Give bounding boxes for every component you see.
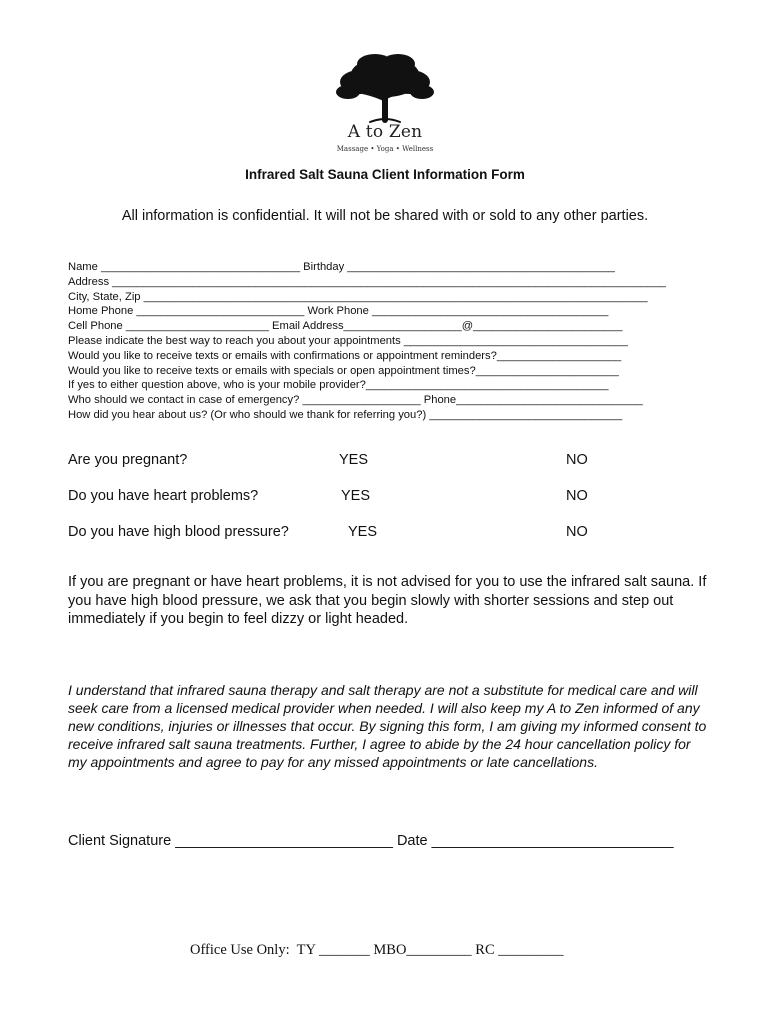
yes-option[interactable]: YES: [348, 524, 378, 540]
reminders-field[interactable]: Would you like to receive texts or emails with confirmations or appointment reminders?____________________: [68, 349, 622, 362]
emergency-contact-field[interactable]: Who should we contact in case of emergency? ___________________ Phone______________________________: [68, 394, 643, 407]
mobile-provider-field[interactable]: If yes to either question above, who is your mobile provider?_______________________________________: [68, 379, 609, 392]
confidential-note: All information is confidential. It will not be shared with or sold to any other parties.: [121, 208, 649, 224]
question-label: Do you have high blood pressure?: [68, 524, 289, 540]
contact-preference-field[interactable]: Please indicate the best way to reach you about your appointments ____________________________________: [68, 334, 628, 347]
no-option[interactable]: NO: [566, 524, 588, 540]
heart-problems-question: [68, 488, 708, 508]
a-to-zen-logo: [330, 52, 440, 162]
cell-email-field[interactable]: Cell Phone _______________________ Email Address___________________@________________________: [68, 320, 623, 333]
office-use-line: Office Use Only: TY _______ MBO_________ RC _________: [190, 942, 564, 958]
name-birthday-field[interactable]: Name ________________________________ Birthday ___________________________________________: [68, 261, 615, 273]
logo-name: A to Zen: [347, 122, 423, 142]
form-title: Infrared Salt Sauna Client Information Form: [245, 167, 525, 182]
city-state-zip-field[interactable]: City, State, Zip _________________________________________________________________________________: [68, 290, 648, 303]
pregnant-question: [68, 452, 708, 472]
question-label: Do you have heart problems?: [68, 488, 259, 504]
health-advice: If you are pregnant or have heart problems, it is not advised for you to use the infrared salt sauna. If you have high blood pressure, we ask that you begin slowly with shorter sessions and step out immediately if you begin to feel dizzy or light headed.: [68, 574, 707, 627]
referral-field[interactable]: How did you hear about us? (Or who should we thank for referring you?) _______________________________: [68, 408, 623, 421]
signature-date-line[interactable]: Client Signature ___________________________ Date ______________________________: [68, 833, 674, 849]
logo-tagline: Massage • Yoga • Wellness: [336, 145, 434, 153]
yes-option[interactable]: YES: [341, 488, 371, 504]
no-option[interactable]: NO: [566, 452, 588, 468]
no-option[interactable]: NO: [566, 488, 588, 504]
specials-field[interactable]: Would you like to receive texts or emails with specials or open appointment times?_______________________: [68, 364, 619, 377]
address-field[interactable]: Address _________________________________________________________________________________________: [68, 275, 666, 288]
phone-field[interactable]: Home Phone ___________________________ Work Phone ______________________________________: [68, 305, 609, 318]
consent-statement: I understand that infrared sauna therapy and salt therapy are not a substitute for medical care and will seek care from a licensed medical provider when needed. I will also keep my A to Zen informed of any new conditions, injuries or illnesses that occur. By signing this form, I am giving my informed consent to receive infrared salt sauna treatments. Further, I agree to abide by the 24 hour cancellation policy for my appointments and agree to pay for any missed appointments or late cancellations.: [68, 682, 707, 770]
tree-icon: [330, 52, 440, 124]
yes-option[interactable]: YES: [339, 452, 369, 468]
client-info-fields: [68, 260, 708, 423]
question-label: Are you pregnant?: [68, 452, 188, 468]
blood-pressure-question: [68, 524, 708, 544]
